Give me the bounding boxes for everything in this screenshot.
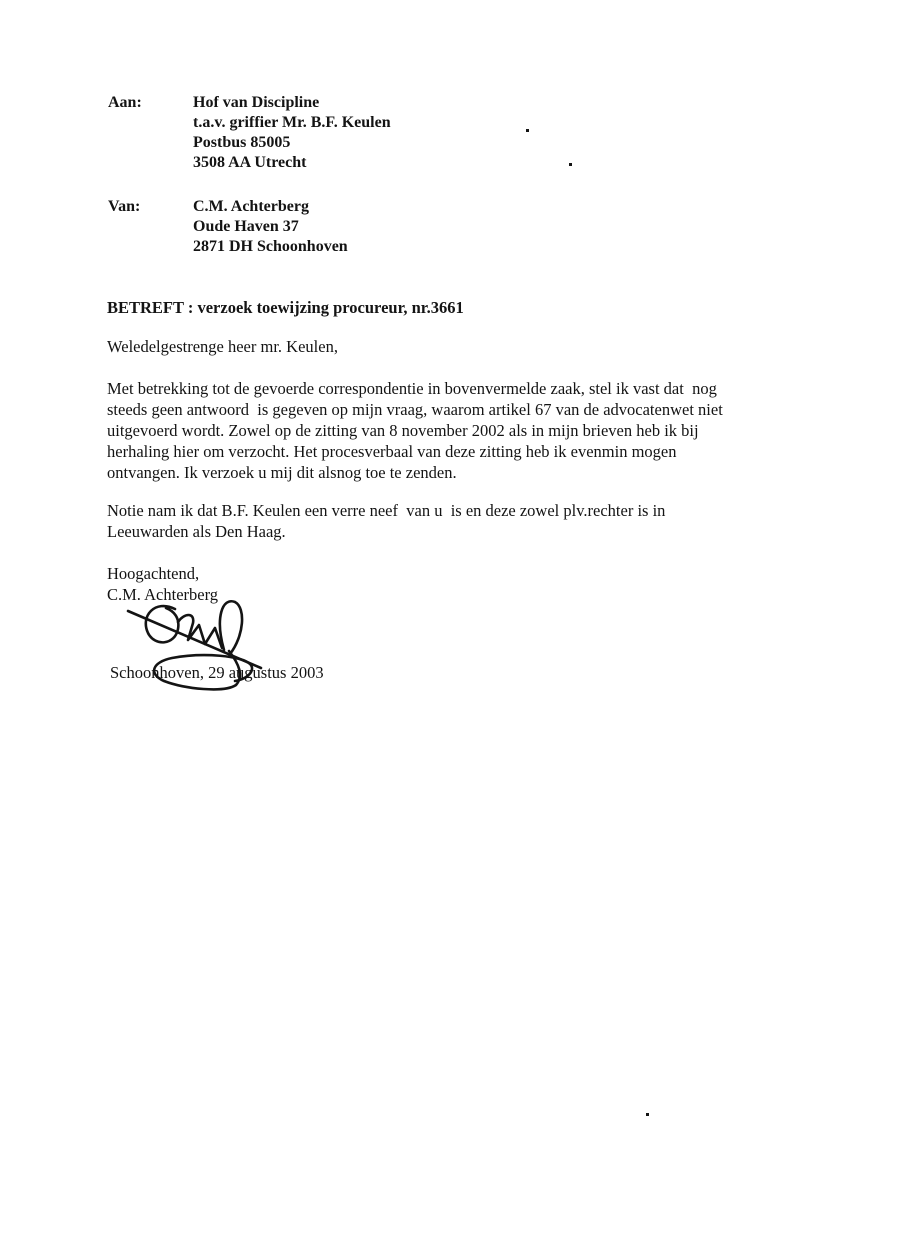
sender-address-lines (193, 197, 348, 257)
scan-speck (569, 163, 572, 166)
body-line: Leeuwarden als Den Haag. (107, 522, 286, 541)
body-line: Met betrekking tot de gevoerde correspondentie in bovenvermelde zaak, stel ik vast dat nog (107, 379, 717, 398)
sender-label: Van: (108, 198, 141, 215)
recipient-address-block (108, 93, 391, 173)
body-line: herhaling hier om verzocht. Het procesverbaal van deze zitting heb ik evenmin mogen (107, 442, 677, 461)
body-line: uitgevoerd wordt. Zowel op de zitting van 8 november 2002 als in mijn brieven heb ik bij (107, 421, 699, 440)
recipient-line: Postbus 85005 (193, 134, 291, 151)
paragraph-1 (107, 378, 723, 483)
recipient-line: 3508 AA Utrecht (193, 154, 307, 171)
recipient-line: t.a.v. griffier Mr. B.F. Keulen (193, 114, 391, 131)
body-line: ontvangen. Ik verzoek u mij dit alsnog toe te zenden. (107, 463, 457, 482)
place-date-line: Schoonhoven, 29 augustus 2003 (110, 663, 324, 682)
recipient-label: Aan: (108, 94, 142, 111)
sender-line: Oude Haven 37 (193, 218, 299, 235)
signature-icon (123, 596, 278, 694)
salutation: Weledelgestrenge heer mr. Keulen, (107, 337, 338, 356)
body-line: Notie nam ik dat B.F. Keulen een verre neef van u is en deze zowel plv.rechter is in (107, 501, 666, 520)
subject-line: BETREFT : verzoek toewijzing procureur, nr.3661 (107, 298, 464, 317)
body-line: steeds geen antwoord is gegeven op mijn vraag, waarom artikel 67 van de advocatenwet niet (107, 400, 723, 419)
scan-speck (646, 1113, 649, 1116)
recipient-address-lines (193, 93, 391, 173)
closing-phrase: Hoogachtend, (107, 564, 200, 583)
recipient-line: Hof van Discipline (193, 94, 320, 111)
scan-speck (526, 129, 529, 132)
paragraph-2 (107, 500, 665, 542)
sender-address-block (108, 197, 348, 257)
signer-name: C.M. Achterberg (107, 585, 219, 604)
sender-line: 2871 DH Schoonhoven (193, 238, 348, 255)
sender-line: C.M. Achterberg (193, 198, 309, 215)
